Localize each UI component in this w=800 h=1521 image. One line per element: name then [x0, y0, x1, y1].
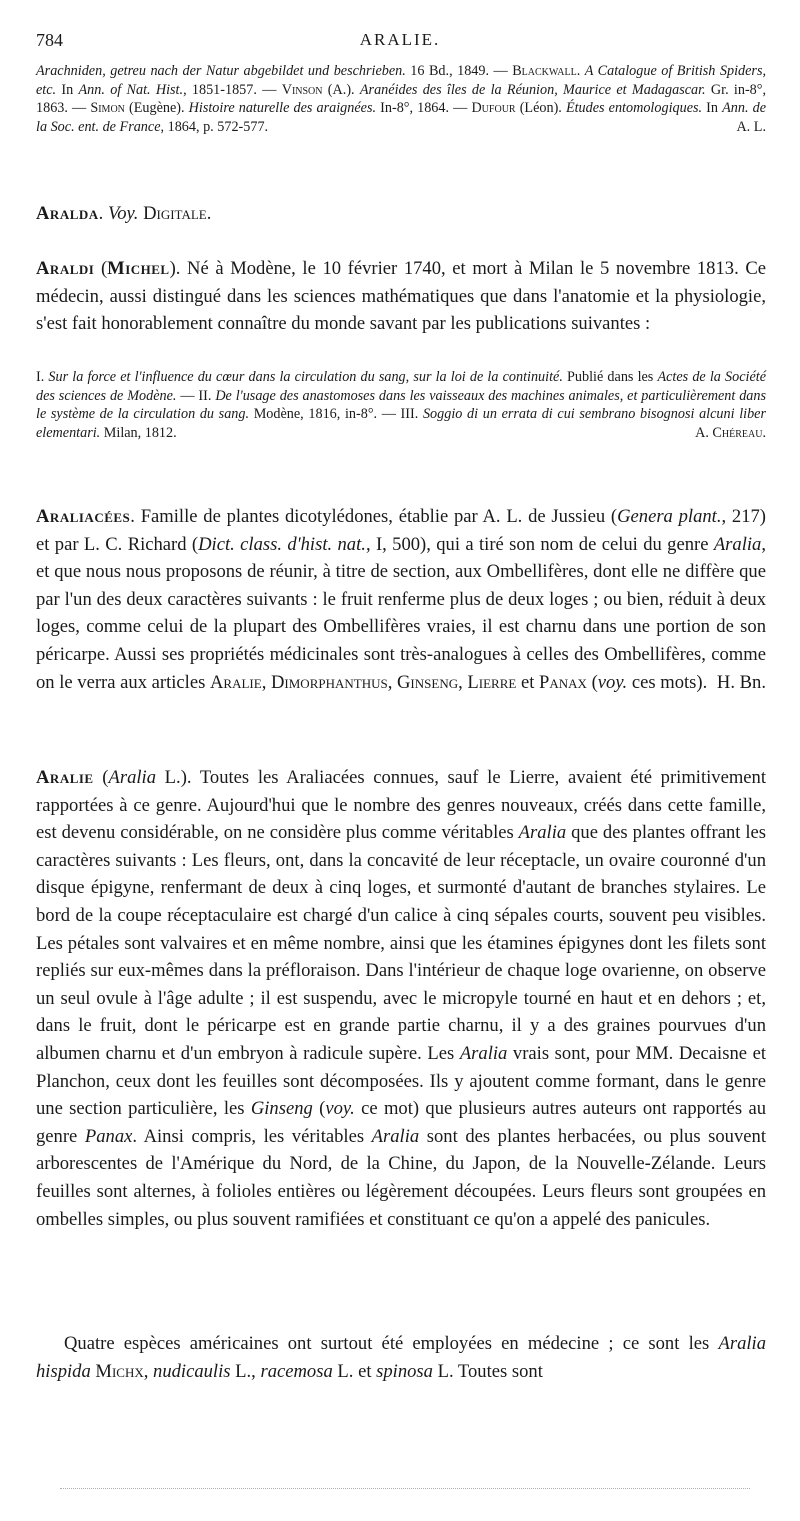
text-run: Aralia [518, 822, 567, 844]
text-run: Aralia hispida [36, 1333, 766, 1382]
text-run: ces mots). [627, 671, 708, 693]
text-run: racemosa [260, 1360, 333, 1382]
text-run: Histoire naturelle des araignées. [188, 100, 377, 117]
text-run: , [387, 671, 397, 693]
text-run: L.). Toutes les Araliacées connues, sauf le Lierre, avaient été primitivement rapportées à ce genre. Aujourd'hui que le nombre des genres nouveaux, créés dans cette famille, est devenu considérable, on ne considère plus comme véritables [36, 767, 767, 844]
text-run: Dict. class. d'hist. nat. [198, 533, 366, 555]
text-run: Quatre espèces américaines ont surtout été employées en médecine ; ce sont les [64, 1333, 719, 1354]
author-signature: A. L. [736, 119, 766, 136]
text-run: Michel [107, 258, 170, 279]
text-run: . Famille de plantes dicotylédones, établie par A. L. de Jussieu ( [130, 506, 618, 527]
text-run: 16 Bd., 1849. — [405, 63, 513, 79]
text-run: , 1864, p. 572-577. [160, 119, 269, 136]
page-header [36, 30, 764, 58]
text-run: , [458, 671, 468, 693]
text-run: . [206, 203, 212, 224]
text-run: Aralia [108, 767, 157, 788]
entry-araldi-text [36, 258, 766, 334]
text-run: , 1851-1857. — [183, 81, 282, 98]
text-run: voy. [325, 1098, 355, 1120]
text-run: ( [586, 671, 598, 693]
text-run: , I, 500), qui a tiré son nom de celui du genre [365, 533, 714, 555]
entry-aralie [36, 764, 766, 1233]
text-run: , et que nous nous proposons de réunir, à titre de section, aux Ombellifères, dont elle ne diffère que par l'un des deux caractères suivants : le fruit renferme plus de deux loges ; ou bien, réduit à deux loges, comme celui de la plupart des Ombellifères vraies, il est charnu dans une portion de son péricarpe. Aussi ses propriétés médicinales sont très-analogues à celles des Ombellifères, comme on le verra aux articles [36, 533, 767, 693]
text-run: Genera plant. [617, 506, 722, 527]
text-run: (Léon). [515, 100, 566, 117]
text-run: Arachniden, getreu nach der Natur abgebildet und beschrieben. [36, 63, 406, 79]
text-run: Aralie [209, 671, 262, 693]
text-run: Lierre [467, 671, 517, 693]
text-run: spinosa [376, 1360, 433, 1382]
text-run: Modène, 1816, in-8°. — III. [249, 406, 423, 423]
text-run: Actes de la Société des sciences de Modène. [36, 369, 766, 404]
entry-aralda-text [36, 203, 211, 224]
bibliography-text [36, 63, 766, 135]
text-run: In [56, 81, 79, 98]
text-run: In [702, 100, 723, 117]
text-run: Panax [84, 1125, 133, 1147]
text-run: Aralia [371, 1125, 420, 1147]
author-signature: H. Bn. [716, 671, 766, 693]
text-run: vrais sont, pour MM. Decaisne et Planchon, ceux dont les feuilles sont décomposées. Ils y ajoutent comme formant, dans le genre une section particulière, les [36, 1042, 767, 1120]
text-run: Études entomologiques. [565, 100, 703, 117]
text-run: , [143, 1360, 154, 1382]
text-run: Aralda [36, 203, 99, 224]
text-run: Milan, 1812. [100, 425, 177, 442]
text-run: — II. [176, 387, 216, 404]
text-run: voy. [597, 671, 628, 693]
text-run: Blackwall [512, 63, 577, 79]
text-run: Gr. in-8°, 1863. — [36, 81, 766, 117]
text-run: . [576, 63, 585, 79]
text-run: Aralie [36, 767, 94, 788]
text-run: sont des plantes herbacées, ou plus souvent arborescentes de l'Amérique du Nord, de la Chine, du Japon, de la Nouvelle-Zélande. Leurs feuilles sont alternes, à folioles entières ou légèrement découpées. Leurs fleurs sont groupées en ombelles simples, ou plus souvent ramifiées et constituant ce qu'on a appelé des panicules. [36, 1125, 766, 1230]
entry-araliacees [36, 503, 766, 696]
text-run: . [98, 203, 108, 224]
text-run: Dimorphanthus [270, 671, 388, 693]
text-run: Aranéides des îles de la Réunion, Maurice et Madagascar. [359, 81, 706, 98]
text-run: De l'usage des anastomoses dans les vaisseaux des machines animales, et particulièrement dans le système de la circulation du sang. [36, 387, 767, 423]
text-run: et [516, 671, 540, 693]
text-run: Panax [539, 671, 587, 693]
text-run: L. Toutes sont [432, 1360, 543, 1382]
text-run: ce mot) que plusieurs autres auteurs ont rapportés au genre [36, 1098, 766, 1147]
text-run: . Ainsi compris, les véritables [132, 1125, 372, 1147]
text-run: nudicaulis [153, 1360, 231, 1382]
bibliography-paragraph [36, 62, 766, 137]
page-number: 784 [36, 30, 63, 50]
entry-araliacees-text [36, 506, 766, 693]
text-run: Publié dans les [562, 369, 658, 385]
text-run: , 217) et par L. C. Richard ( [36, 506, 766, 555]
text-run: ( [94, 258, 108, 279]
text-run: que des plantes offrant les caractères suivants : Les fleurs, ont, dans la concavité de leur réceptacle, un ovaire couronné d'un disque épigyne, renfermant de deux à cinq loges, et surmonté d'autant de branches stylaires. Le bord de la coupe réceptaculaire est chargé d'un calice à cinq sépales courts, souvent peu visibles. Les pétales sont valvaires et en même nombre, ainsi que les étamines épigynes dont les filets sont repliés sur eux-mêmes dans la préfloraison. Dans l'intérieur de chaque loge ovarienne, on observe un seul ovule à l'âge adulte ; il est suspendu, avec le micropyle tourné en haut et en dehors ; et, dans le fruit, dont le péricarpe est en grande partie charnu, il y a des graines pourvues d'un albumen charnu et d'un embryon à radicule supère. Les [36, 822, 766, 1064]
text-run: Sur la force et l'influence du cœur dans la circulation du sang, sur la loi de la continuité. [48, 369, 563, 385]
footer-rule [60, 1488, 750, 1489]
text-run: A Catalogue of British Spiders, etc. [36, 63, 767, 98]
text-run: , [261, 671, 271, 693]
text-run: Simon [90, 100, 125, 117]
text-run: Aralia [713, 533, 762, 555]
aralie-continuation [36, 1330, 766, 1385]
araldi-publications [36, 368, 766, 443]
text-run: (A.). [322, 81, 360, 98]
text-run: I. [36, 369, 49, 385]
text-run: Araldi [36, 258, 95, 279]
text-run: (Eugène). [124, 100, 189, 117]
aralie-continuation-text [36, 1333, 766, 1382]
text-run: Dufour [471, 100, 516, 117]
text-run: Voy. [107, 203, 139, 224]
text-run: Ginseng [250, 1098, 313, 1120]
entry-aralda [36, 200, 766, 228]
text-run: Ginseng [397, 671, 459, 693]
running-head: ARALIE. [359, 30, 441, 49]
text-run: Ann. de la Soc. ent. de France [36, 100, 766, 136]
text-run: ). Né à Modène, le 10 février 1740, et mort à Milan le 5 novembre 1813. Ce médecin, aussi distingué dans les sciences mathématiques que dans l'anatomie et la physiologie, s'est fait honorablement connaître du monde savant par les publications suivantes : [36, 258, 766, 335]
text-run: Soggio di un errata di cui sembrano bisognosi alcuni liber elementari. [36, 406, 766, 442]
author-signature: A. Chéreau. [695, 425, 766, 442]
text-run: ( [312, 1098, 326, 1120]
text-run: L. et [332, 1360, 377, 1382]
entry-aralie-text [36, 767, 766, 1230]
entry-araldi [36, 255, 766, 338]
text-run: L., [230, 1360, 261, 1382]
text-run: ( [93, 767, 109, 788]
araldi-publications-text [36, 369, 766, 441]
text-run: Michx [95, 1360, 144, 1382]
text-run: Digitale [143, 203, 207, 224]
text-run: Vinson [281, 81, 323, 98]
text-run: Araliacées [36, 506, 131, 527]
text-run: Aralia [459, 1042, 508, 1064]
text-run: Ann. of Nat. Hist. [78, 81, 184, 98]
text-run: In-8°, 1864. — [376, 100, 472, 117]
